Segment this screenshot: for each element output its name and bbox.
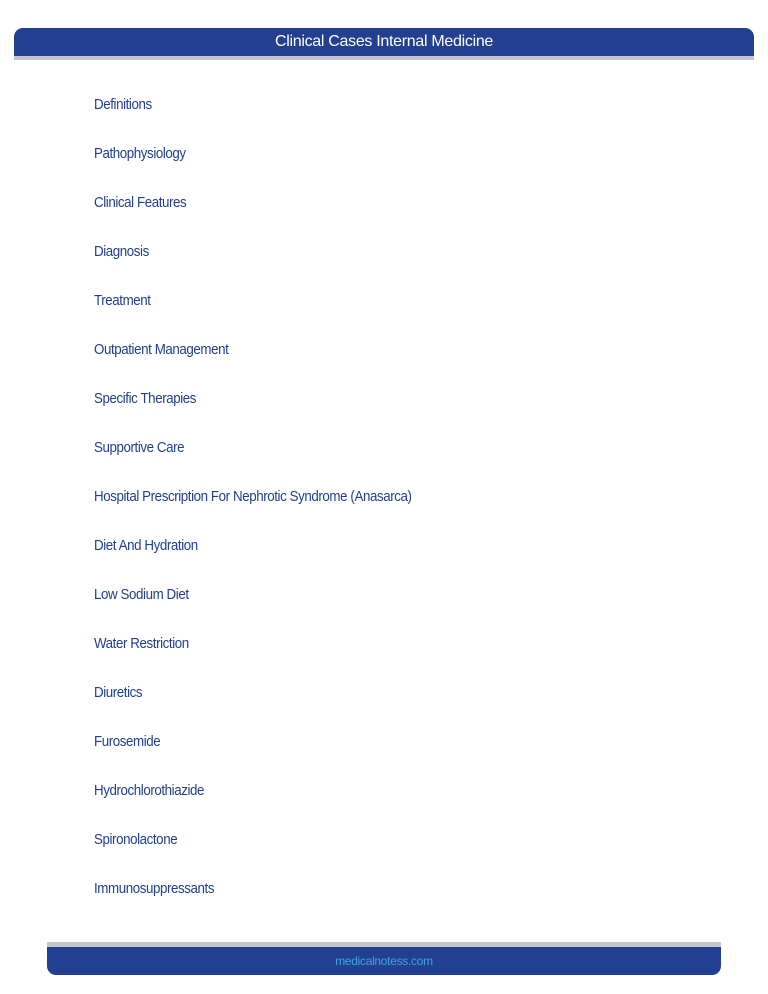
toc-item-water-restriction[interactable]: Water Restriction — [94, 636, 189, 652]
toc-item-supportive-care[interactable]: Supportive Care — [94, 440, 185, 456]
page-footer — [47, 947, 721, 975]
toc-item-hydrochlorothiazide[interactable]: Hydrochlorothiazide — [94, 783, 205, 799]
toc-item-hospital-prescription[interactable]: Hospital Prescription For Nephrotic Syndrome (Anasarca) — [94, 489, 412, 505]
toc-item-diagnosis[interactable]: Diagnosis — [94, 244, 149, 260]
toc-item-immunosuppressants[interactable]: Immunosuppressants — [94, 881, 215, 897]
toc-item-specific-therapies[interactable]: Specific Therapies — [94, 391, 197, 407]
table-of-contents — [94, 93, 439, 926]
page-header — [14, 28, 754, 56]
toc-item-low-sodium-diet[interactable]: Low Sodium Diet — [94, 587, 189, 603]
footer-site-link[interactable]: medicalnotess.com — [335, 954, 433, 968]
toc-item-treatment[interactable]: Treatment — [94, 293, 151, 309]
header-divider — [14, 56, 754, 60]
header-title: Clinical Cases Internal Medicine — [274, 33, 494, 50]
toc-item-spironolactone[interactable]: Spironolactone — [94, 832, 178, 848]
toc-item-definitions[interactable]: Definitions — [94, 97, 152, 113]
toc-item-diet-and-hydration[interactable]: Diet And Hydration — [94, 538, 198, 554]
toc-item-furosemide[interactable]: Furosemide — [94, 734, 161, 750]
toc-item-outpatient-management[interactable]: Outpatient Management — [94, 342, 229, 358]
toc-item-pathophysiology[interactable]: Pathophysiology — [94, 146, 186, 162]
toc-item-clinical-features[interactable]: Clinical Features — [94, 195, 187, 211]
toc-item-diuretics[interactable]: Diuretics — [94, 685, 143, 701]
